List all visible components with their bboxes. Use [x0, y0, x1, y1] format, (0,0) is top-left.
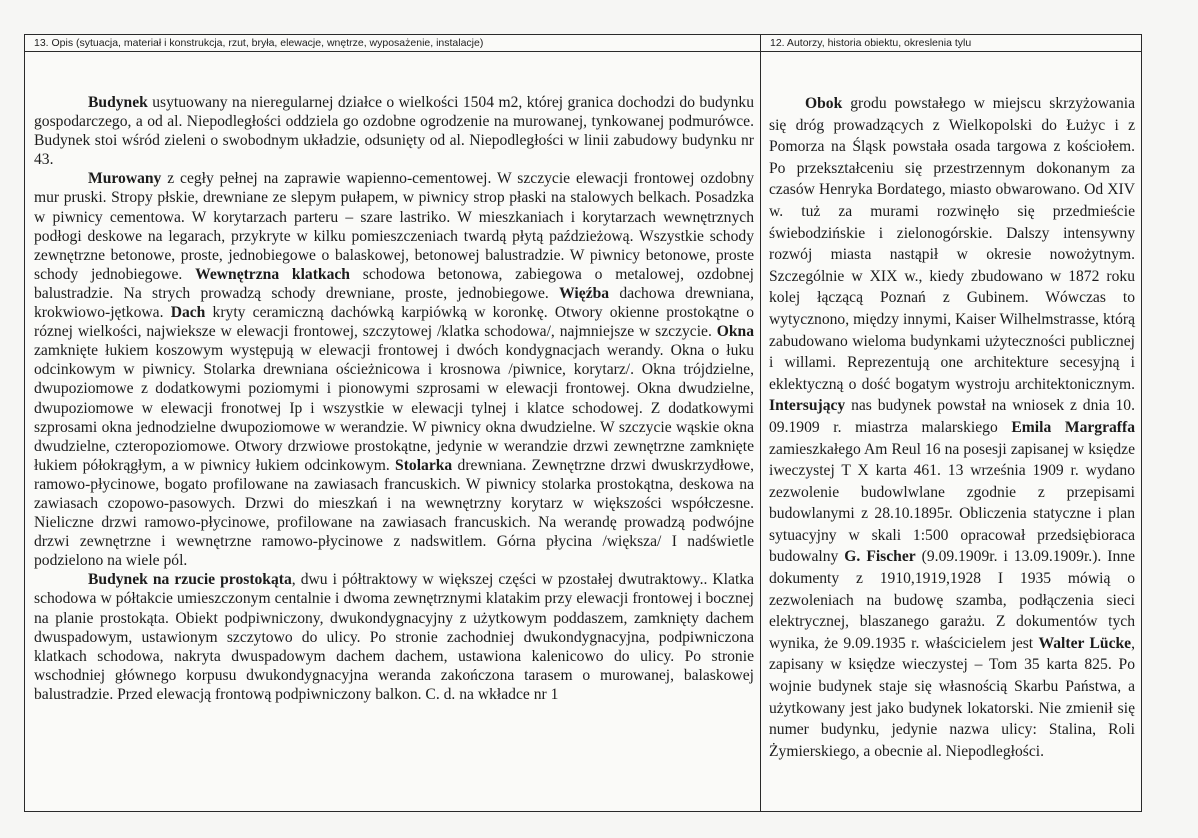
- term-rzut: Budynek na rzucie prostokąta: [88, 571, 292, 589]
- text-documents: (9.09.1909r. i 13.09.1909r.). Inne dokumenty z 1910,1919,1928 I 1935 mówią o zezwoleniach na budowę szamba, podłączenia sieci elektrycznej, blaszanego garażu. Z dokumentów tych wynika, że 9.09.1935 r. właścicielem jest: [769, 548, 1135, 652]
- history-text: [769, 93, 1135, 762]
- history-column: [761, 35, 1141, 811]
- text-walls-floors: z cegły pełnej na zaprawie wapienno-cementowej. W szczycie elewacji frontowej ozdobny mur pruski. Stropy płskie, drewniane ze slepym pułapem, w piwnicy strop płaski na stalowych belkach. Posadzka w piwnicy cementowa. W korytarzach parteru – szare lastriko. W mieszkaniach i korytarzach wewnętrznych podłogi deskowe na legarach, przykryte w kilku pomieszczeniach twardą płytą paździeżową. Wszystkie schody zewnętrzne betonowe, proste, jednobiegowe o balaskowej, betonowej balustradzie. W piwnicy betonowe, proste schody jednobiegowe.: [34, 170, 754, 283]
- term-dach: Dach: [170, 304, 206, 322]
- term-wiezba: Więźba: [559, 284, 610, 302]
- text-permit: zamieszkałego Am Reul 16 na posesji zapisanej w księdze iweczystej T X karta 461. 13 września 1909 r. wydano zezwolenie budowlwlane zgodnie z przepisami budowlanymi z 28.10.1895r. Obliczenia statyczne i plan sytuacyjny w skali 1:500 opracował przedsiębioraca budowalny: [769, 440, 1135, 566]
- term-murowany: Murowany: [88, 170, 162, 188]
- history-paragraph: [769, 93, 1135, 762]
- description-paragraph-plan: [34, 570, 754, 704]
- history-header: 12. Autorzy, historia obiektu, okreslenia tylu: [761, 35, 1141, 52]
- term-stolarka: Stolarka: [395, 456, 453, 474]
- term-budynek: Budynek: [88, 94, 148, 111]
- text-town-history: grodu powstałego w miejscu skrzyżowania się dróg prowadzących z Wielkopolski do Łużyc i z Pomorza na Śląsk powstała osada targowa z kościołem. Po przekształceniu się przestrzennym dokonanym za czasów Henryka Bordatego, miasto obwarowano. Od XIV w. tuż za murami rozwinęło się przedmieście świebodzińskie i zielonogórskie. Dalszy intensywny rozwój miasta nastąpił w okresie nowożytnym. Szczególnie w XIX w., kiedy zbudowano w 1872 roku kolej łączącą Poznań z Gubinem. Wówczas to wytycznono, między innymi, Kaiser Wilhelmstrasse, którą zabudowano wieloma budynkami użyteczności publicznej i willami. Reprezentują one architekture secesyjną i eklektyczną o dość bogatym wystroju architektonicznym.: [769, 95, 1135, 393]
- description-header: 13. Opis (sytuacja, materiał i konstrukcja, rzut, bryła, elewacje, wnętrze, wyposażenie, instalacje): [25, 35, 760, 52]
- text-plan: , dwu i półtraktowy w większej części w pzostałej dwutraktowy.. Klatka schodowa w półtakcie umieszczonym centalnie i dwoma zewnętrznymi klatakim przy elewacji frontowej i bocznej na planie prostokąta. Obiekt podpiwniczony, dwukondygnacyjny z użytkowym poddaszem, zamknięty dachem dwuspadowym, ustawionym szczytowo do ulicy. Po stronie zachodniej dwukondygnacyjna, podpiwniczona klatkach schodowa, nakryta dwuspadowym dachem dachem, ustawiona kalenicowo do ulicy. Po stronie wschodniej głównego korpusu dwukondygnacyjna weranda zakończona tarasem o murowanej, balaskowej balustradzie. Przed elewacją frontową podpiwniczony balkon. C. d. na wkładce nr 1: [34, 571, 754, 703]
- text-roof-openings: kryty ceramiczną dachówką karpiówką w koronkę. Otwory okienne prostokątne o róznej wielkości, najwieksze w elewacji frontowej, szczytowej /klatka schodowa/, najmniejsze w szczycie.: [34, 304, 754, 341]
- term-intersujacy: Intersujący: [769, 397, 846, 415]
- term-obok: Obok: [805, 95, 843, 112]
- term-okna: Okna: [716, 323, 754, 341]
- record-card: [24, 34, 1142, 812]
- description-paragraph-location: [34, 93, 754, 169]
- name-emil-margraff: Emila Margraffa: [1011, 418, 1135, 436]
- text-windows: zamknięte łukiem koszowym występują w elewacji frontowej i dwóch kondygnacjach werandy. Okna o łuku odcinkowym w piwnicy. Stolarka drewniana ościeżnicowa i krosnowa /piwnice, korytarz/. Okna trójdzielne, dwupoziomowe z dodatkowymi poziomymi i pionowymi szprosami w elewacji frontowej. Okna dwudzielne, dwupoziomowe w elewacji fronotwej Ip i wszystkie w elewacji tylnej i klatce schodowej. Z dodatkowymi szprosami okna jednodzielne dwupoziomowe w werandzie. W piwnicy okna dwudzielne. W szczycie wąskie okna dwudzielne, czteropoziomowe. Otwory drzwiowe prostokątne, jedynie w werandzie drzwi zewnętrzne zamknięte łukiem półokrągłym, a w piwnicy łukiem odcinkowym.: [34, 342, 754, 474]
- text-application: nas budynek powstał na wniosek z dnia 10. 09.1909 r. miastrza malarskiego: [769, 397, 1135, 436]
- text-location: usytuowany na nieregularnej działce o wielkości 1504 m2, której granica dochodzi do budynku gospodarczego, a od al. Niepodległości oddziela go ozdobne ogrodzenie na murowanej, tynkowanej podmurówce. Budynek stoi wśród zieleni o swobodnym układzie, odsunięty od al. Niepodległości w linii zabudowy budynku nr 43.: [34, 94, 754, 169]
- description-column: [25, 35, 761, 811]
- name-walter-lucke: Walter Lücke: [1038, 634, 1132, 652]
- description-paragraph-construction: [34, 169, 754, 570]
- text-postwar: , zapisany w księdze wieczystej – Tom 35 karta 825. Po wojnie budynek staje się własnością Skarbu Państwa, a użytkowany jest jako budynek lokatorski. Nie zmienił się numer budynku, jedynie nazwa ulicy: Stalina, Roli Żymierskiego, a obecnie al. Niepodległości.: [769, 634, 1135, 760]
- name-g-fischer: G. Fischer: [844, 548, 916, 566]
- text-stairs: schodowa betonowa, zabiegowa o metalowej, ozdobnej balustradzie. Na strych prowadzą schody drewniane, proste, jednobiegowe.: [34, 265, 754, 302]
- text-doors: drewniana. Zewnętrzne drzwi dwuskrzydłowe, ramowo-płycinowe, bogato profilowane na zawiasach francuskich. W piwnicy stolarka prostokątna, deskowa na zawiasach czopowo-pasowych. Drzwi do mieszkań i na wewnętrzny korytarz w większości współczesne. Nieliczne drzwi ramowo-płycinowe, profilowane na zawiasach francuskich. Na werandę prowadzą podwójne drzwi zewnętrzne i wewnętrzne ramowo-płycinowe z nadswitlem. Górna płycina /większa/ I nadświetle podzielono na wiele pól.: [34, 456, 754, 570]
- text-roof-truss: dachowa drewniana, krokwiowo-jętkowa.: [34, 284, 754, 322]
- term-klatka: Wewnętrzna klatkach: [195, 265, 350, 283]
- description-text: [34, 93, 754, 704]
